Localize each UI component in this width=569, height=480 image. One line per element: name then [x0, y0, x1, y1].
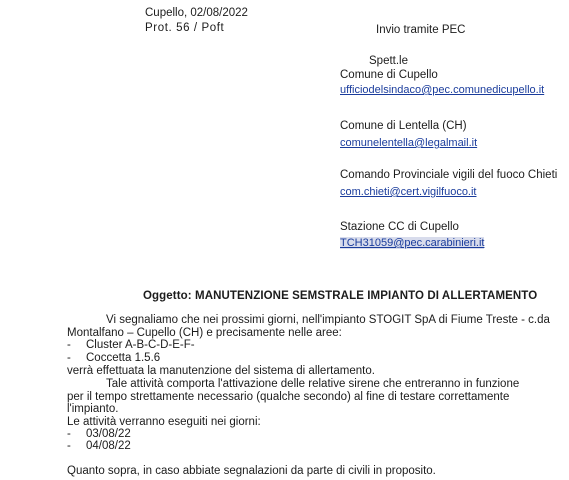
salutation: Spett.le — [369, 55, 408, 67]
bullet-icon: - — [67, 339, 71, 351]
subject-label: Oggetto: — [143, 290, 192, 302]
body-line: l'impianto. — [67, 403, 119, 415]
day-item: 03/08/22 — [86, 428, 131, 440]
recipient-email[interactable]: ufficiodelsindaco@pec.comunedicupello.it — [340, 84, 545, 96]
day-item: 04/08/22 — [86, 440, 131, 452]
body-line: Quanto sopra, in caso abbiate segnalazioni da parte di civili in proposito. — [67, 465, 436, 477]
area-item: Cluster A-B-C-D-E-F- — [86, 339, 195, 351]
recipient-name: Comando Provinciale vigili del fuoco Chieti — [340, 169, 558, 181]
subject-text: MANUTENZIONE SEMSTRALE IMPIANTO DI ALLERTAMENTO — [195, 290, 538, 302]
sent-via-pec: Invio tramite PEC — [376, 24, 466, 36]
bullet-icon: - — [67, 428, 71, 440]
body-line: Tale attività comporta l'attivazione delle relative sirene che entreranno in funzione — [106, 378, 520, 390]
body-line: Vi segnaliamo che nei prossimi giorni, nell'impianto STOGIT SpA di Fiume Treste - c.da — [106, 314, 550, 326]
area-item: Coccetta 1.5.6 — [86, 352, 161, 364]
body-line: Montalfano – Cupello (CH) e precisamente nelle aree: — [67, 327, 342, 339]
body-line: per il tempo strettamente necessario (qualche secondo) al fine di testare correttamente — [67, 391, 510, 403]
recipient-name: Comune di Cupello — [340, 69, 438, 81]
recipient-email[interactable]: com.chieti@cert.vigilfuoco.it — [340, 186, 477, 198]
recipient-email[interactable]: comunelentella@legalmail.it — [340, 137, 478, 149]
recipient-email[interactable]: TCH31059@pec.carabinieri.it — [340, 237, 485, 249]
body-line: verrà effettuata la manutenzione del sistema di allertamento. — [67, 365, 375, 377]
subject-line — [143, 290, 537, 302]
bullet-icon: - — [67, 352, 71, 364]
bullet-icon: - — [67, 440, 71, 452]
recipient-name: Comune di Lentella (CH) — [340, 120, 467, 132]
place-date: Cupello, 02/08/2022 — [145, 7, 248, 19]
recipient-name: Stazione CC di Cupello — [340, 221, 459, 233]
body-line: Le attività verranno eseguiti nei giorni: — [67, 416, 261, 428]
protocol-number: Prot. 56 / Poft — [145, 22, 225, 34]
